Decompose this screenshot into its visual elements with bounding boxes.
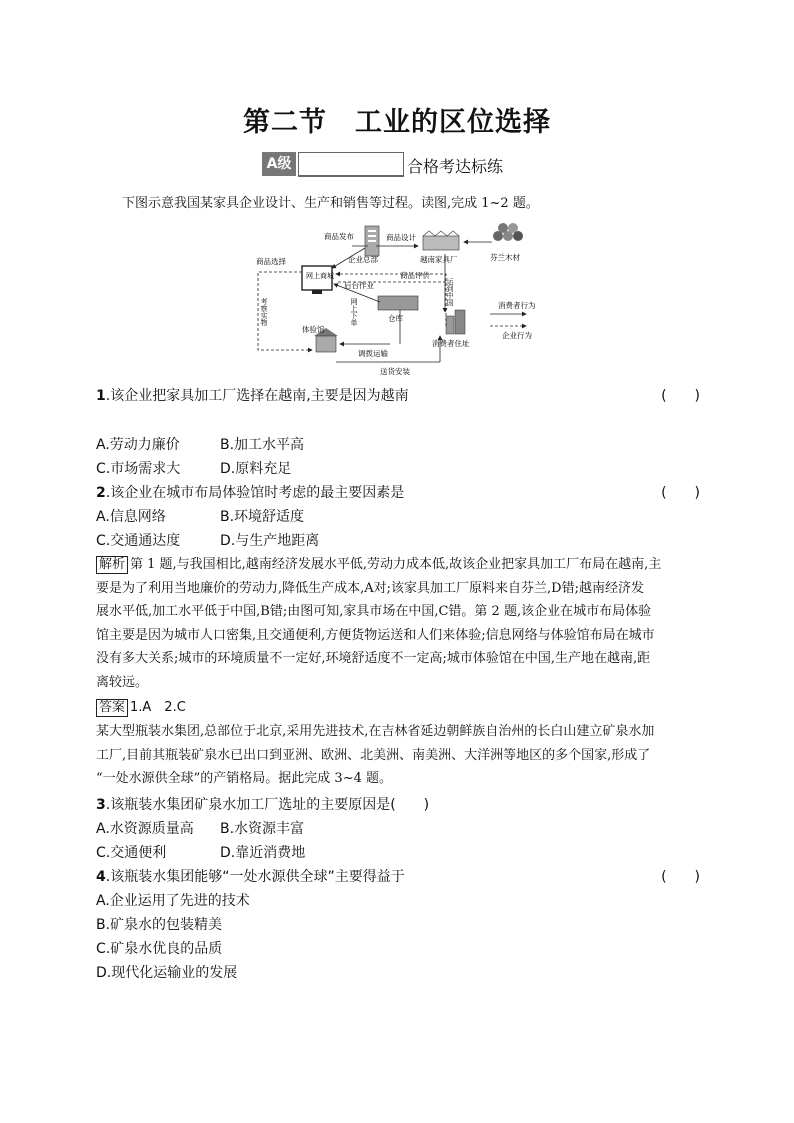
question-3: [96, 795, 700, 815]
intro-line: 工厂,目前其瓶装矿泉水已出口到亚洲、欧洲、北美洲、南美洲、大洋洲等地区的多个国家,形成了: [96, 747, 651, 763]
explanation-line: 馆主要是因为城市人口密集,且交通便利,方便货物运送和人们来体验;信息网络与体验馆布局在城市: [96, 627, 655, 643]
timber-icon: [493, 223, 523, 241]
question-number: 1: [96, 388, 106, 404]
option-d: D.原料充足: [220, 461, 292, 477]
explanation-line: 第 1 题,与我国相比,越南经济发展水平低,劳动力成本低,故该企业把家具加工厂布局在越南,主: [130, 557, 662, 572]
question-1: [96, 386, 700, 406]
level-box: [298, 152, 404, 177]
label-delivery: 送货安装: [380, 367, 410, 376]
consumer-home-icon: [446, 310, 465, 334]
level-text: 合格考达标练: [407, 157, 504, 176]
option-a: A.信息网络: [96, 509, 166, 525]
factory-icon: [423, 231, 459, 250]
label-hq: 企业总部: [348, 255, 378, 264]
label-exp-hall: 体验馆: [302, 325, 325, 334]
answer-blank: ( ): [661, 388, 700, 404]
label-warehouse: 仓库: [388, 314, 403, 323]
option-b: B.环境舒适度: [220, 509, 305, 525]
label-order: 网上下单: [350, 298, 358, 326]
question-2: [96, 483, 700, 503]
option-c: C.矿泉水优良的品质: [96, 941, 223, 957]
hq-building-icon: [365, 226, 379, 256]
label-consumer: 消费者住址: [432, 339, 470, 348]
question-text: .该企业在城市布局体验馆时考虑的最主要因素是: [105, 485, 405, 501]
answer-row: [96, 698, 700, 718]
label-wood: 芬兰木材: [490, 253, 520, 262]
question-text: .该瓶装水集团矿泉水加工厂选址的主要原因是( ): [105, 797, 430, 813]
option-d: D.现代化运输业的发展: [96, 965, 238, 981]
label-inspect: 考察实物: [260, 298, 268, 326]
option-d: D.与生产地距离: [220, 533, 320, 549]
question-number: 4: [96, 869, 106, 885]
explanation-tag: 解析: [96, 556, 128, 574]
page-title: 第二节 工业的区位选择: [243, 107, 551, 138]
label-selection: 商品选择: [256, 257, 286, 266]
furniture-flow-diagram: [240, 222, 560, 378]
label-mall: 网上商城: [306, 272, 334, 280]
intro-text-2: [96, 720, 700, 791]
option-b: B.加工水平高: [220, 437, 305, 453]
question-number: 3: [96, 797, 106, 813]
warehouse-icon: [378, 296, 418, 310]
intro-text-1: 下图示意我国某家具企业设计、生产和销售等过程。读图,完成 1~2 题。: [122, 196, 539, 211]
option-b: B.矿泉水的包装精美: [96, 917, 223, 933]
label-allocate: 调拨运输: [358, 349, 388, 358]
question-number: 2: [96, 485, 106, 501]
answer-blank: ( ): [661, 485, 700, 501]
label-ship-china: 运到中国: [446, 278, 454, 306]
option-b: B.水资源丰富: [220, 821, 305, 837]
label-review: 商品评价: [400, 271, 430, 280]
explanation-line: 离较远。: [96, 674, 149, 690]
explanation-line: 展水平低,加工水平低于中国,B错;由图可知,家具市场在中国,C错。第 2 题,该企业在城市布局体验: [96, 604, 652, 620]
option-c: C.市场需求大: [96, 461, 181, 477]
option-c: C.交通便利: [96, 845, 167, 861]
option-c: C.交通通达度: [96, 533, 181, 549]
intro-line: “一处水源供全球”的产销格局。据此完成 3~4 题。: [96, 771, 392, 787]
explanation-line: 要是为了利用当地廉价的劳动力,降低生产成本,A对;该家具加工厂原料来自芬兰,D错;越南经济发: [96, 580, 644, 596]
option-a: A.劳动力廉价: [96, 437, 180, 453]
option-a: A.水资源质量高: [96, 821, 194, 837]
question-text: .该企业把家具加工厂选择在越南,主要是因为越南: [105, 388, 409, 404]
label-publish: 商品发布: [324, 232, 354, 241]
label-backstage: 后台作业: [344, 281, 374, 290]
legend-consumer: 消费者行为: [498, 301, 536, 310]
question-4: [96, 867, 700, 887]
option-a: A.企业运用了先进的技术: [96, 893, 250, 909]
online-mall-icon: [302, 266, 332, 294]
option-d: D.靠近消费地: [220, 845, 306, 861]
intro-line: 某大型瓶装水集团,总部位于北京,采用先进技术,在吉林省延边朝鲜族自治州的长白山建立矿泉水加: [96, 724, 655, 739]
answer-blank: ( ): [661, 869, 700, 885]
label-design: 商品设计: [386, 233, 416, 242]
label-factory: 越南家具厂: [420, 255, 458, 264]
legend-enterprise: 企业行为: [502, 331, 532, 340]
question-text: .该瓶装水集团能够“一处水源供全球”主要得益于: [105, 869, 405, 885]
explanation-line: 没有多大关系;城市的环境质量不一定好,环境舒适度不一定高;城市体验馆在中国,生产地在越南,距: [96, 651, 651, 667]
answer-tag: 答案: [96, 699, 128, 717]
answer-text: 1.A 2.C: [130, 700, 186, 715]
explanation: [96, 553, 700, 695]
level-badge: A级: [262, 152, 296, 176]
